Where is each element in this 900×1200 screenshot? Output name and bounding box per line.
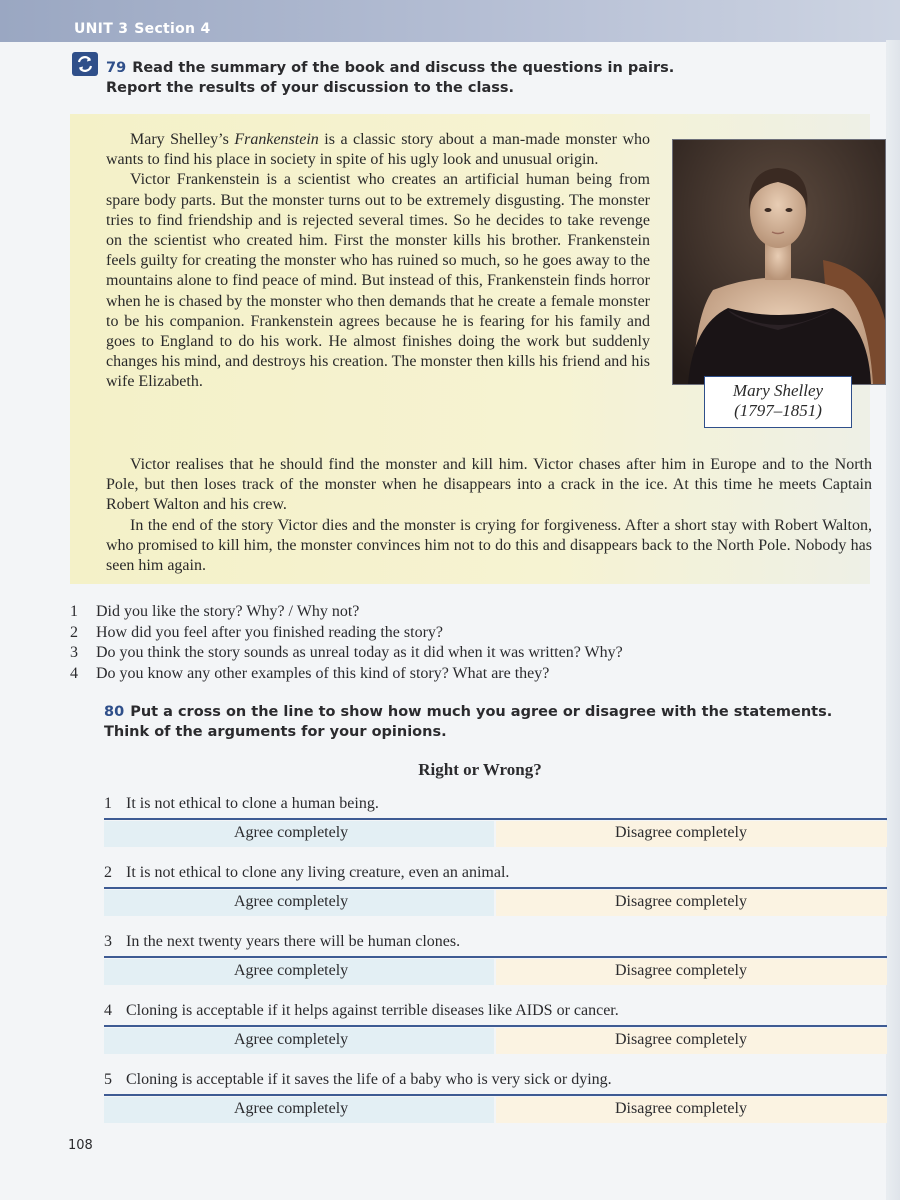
list-item [70,623,870,644]
agree-label: Agree completely [234,1031,349,1048]
disagree-label: Disagree completely [615,962,747,979]
summary-paragraph: In the end of the story Victor dies and the monster is crying for forgiveness. After a short stay with Robert Walton, who promised to kill him, the monster convinces him not to do this and disappears back to the North Pole. Nobody has seen him again. [106,516,872,575]
question-text: How did you feel after you finished reading the story? [96,623,444,641]
agree-label: Agree completely [234,893,349,910]
section-title: Right or Wrong? [418,760,542,779]
section-label: Section 4 [134,21,211,37]
scale-line[interactable] [104,818,887,820]
caption-name: Mary Shelley [732,381,824,400]
portrait-caption [704,376,852,428]
statement-number: 3 [104,933,112,950]
discussion-questions [70,602,870,684]
question-number: 4 [70,664,78,682]
summary-paragraph: Victor realises that he should find the monster and kill him. Victor chases after him in Europe and to the North Pole, but then loses track of the monster when he disappears into a crack in the ice. At this time he meets Captain Robert Walton and his crew. [106,456,872,514]
statement [104,1001,894,1021]
list-item [70,643,870,664]
portrait-image [672,139,886,385]
summary-paragraph: Victor Frankenstein is a scientist who creates an artificial human being from spare body parts. But the monster turns out to be extremely disgusting. The monster tries to find friendship and is rejected several times. So he decides to take revenge on the scientist who created him. First the monster kills his brother. Frankenstein feels guilty for creating the monster who has ruined so much, so he goes away to the mountains alone to find peace of mind. But instead of this, Frankenstein finds horror when he is chased by the monster who then demands that he create a female monster to be his companion. Frankenstein agrees because he is fearing for his family and goes to England to do his work. He almost finishes doing the work but suddenly changes his mind, and destroys his creation. The monster then kills his friend and his wife Elizabeth. [106,171,650,391]
task-79-instruction [106,58,806,98]
statement [104,1070,894,1090]
list-item [70,602,870,623]
statement-text: Cloning is acceptable if it saves the life of a baby who is very sick or dying. [126,1071,612,1088]
disagree-label: Disagree completely [615,893,747,910]
agree-label: Agree completely [234,824,349,841]
agreement-scale[interactable] [104,1094,887,1124]
summary-text-upper [106,130,650,393]
agree-label: Agree completely [234,1100,349,1117]
statement-number: 5 [104,1071,112,1088]
statement-text: It is not ethical to clone any living creature, even an animal. [126,864,510,881]
statement-number: 1 [104,795,112,812]
statement [104,863,894,883]
question-number: 2 [70,623,78,641]
question-text: Do you think the story sounds as unreal today as it did when it was written? Why? [96,644,623,661]
instruction-line: Put a cross on the line to show how much you agree or disagree with the statements. [130,704,833,720]
caption-years: (1797–1851) [734,401,822,420]
question-text: Do you know any other examples of this kind of story? What are they? [96,664,550,682]
agreement-scale[interactable] [104,887,887,917]
statement-text: It is not ethical to clone a human being. [126,795,379,812]
task-80-instruction [104,702,864,742]
disagree-label: Disagree completely [615,824,747,841]
summary-text-lower [106,455,872,576]
scale-line[interactable] [104,956,887,958]
scale-line[interactable] [104,887,887,889]
book-title: Frankenstein [234,131,319,148]
agreement-scale[interactable] [104,818,887,848]
instruction-line: Report the results of your discussion to the class. [106,80,515,96]
question-number: 1 [70,603,78,620]
instruction-line: Think of the arguments for your opinions. [104,724,447,740]
pair-discussion-icon [72,52,98,76]
instruction-line: Read the summary of the book and discuss the questions in pairs. [132,60,675,76]
agreement-scale[interactable] [104,956,887,986]
unit-section-label [74,21,211,37]
list-item [70,664,870,685]
summary-text: is a classic story about a man-made monster who wants to find his place in society in spite of his ugly look and unusual origin. [106,131,650,169]
task-number: 80 [104,704,125,720]
statement [104,794,894,814]
scale-line[interactable] [104,1025,887,1027]
statement [104,932,894,952]
summary-text: Mary Shelley’s [130,131,235,148]
question-number: 3 [70,644,78,661]
agree-label: Agree completely [234,962,349,979]
disagree-label: Disagree completely [615,1100,747,1117]
statement-text: Cloning is acceptable if it helps against terrible diseases like AIDS or cancer. [126,1002,619,1019]
unit-label: UNIT 3 [74,21,129,37]
page-edge [886,40,900,1200]
question-text: Did you like the story? Why? / Why not? [96,603,360,620]
portrait-illustration [673,140,885,384]
statement-number: 2 [104,864,112,881]
page-number: 108 [68,1138,93,1153]
scale-line[interactable] [104,1094,887,1096]
statement-number: 4 [104,1002,112,1019]
agreement-scale[interactable] [104,1025,887,1055]
summary-paragraph [106,130,650,170]
task-number: 79 [106,60,127,76]
statement-text: In the next twenty years there will be human clones. [126,933,461,950]
disagree-label: Disagree completely [615,1031,747,1048]
